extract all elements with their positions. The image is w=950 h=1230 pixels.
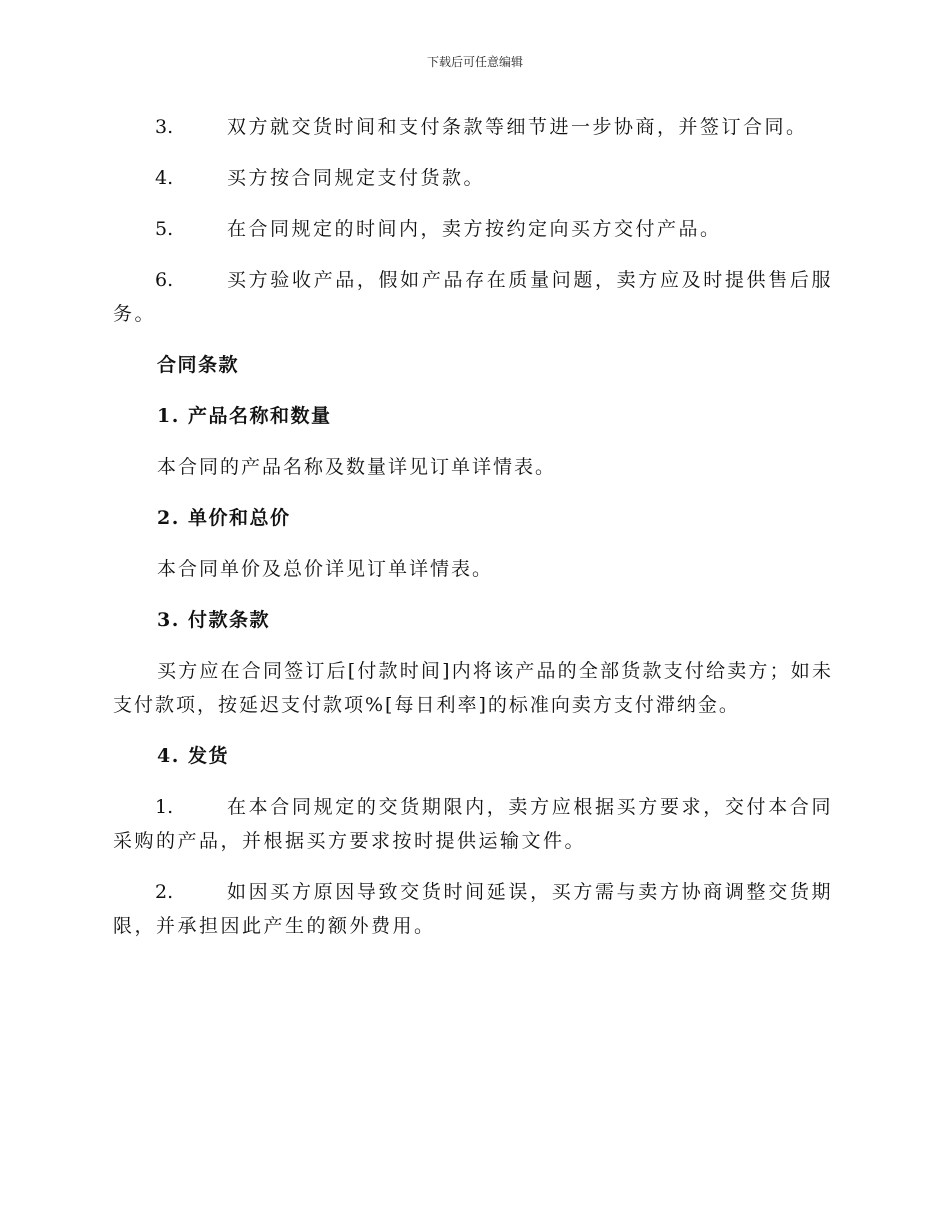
section-heading: 4. 发货 [157,745,229,767]
section-heading: 1. 产品名称和数量 [157,405,332,427]
list-item [113,875,833,943]
section-paragraph: 本合同单价及总价详见订单详情表。 [157,558,494,580]
list-item-number: 5. [155,218,174,240]
list-item-text: 买方验收产品，假如产品存在质量问题，卖方应及时提供售后服务。 [113,269,833,325]
list-item-number: 4. [155,167,174,189]
section-paragraph: 买方应在合同签订后[付款时间]内将该产品的全部货款支付给卖方；如未支付款项，按延迟支付款项%[每日利率]的标准向卖方支付滞纳金。 [113,660,833,716]
document-body [113,110,833,960]
list-item-number: 3. [155,116,174,138]
section-heading: 3. 付款条款 [157,609,270,631]
list-item [113,790,833,858]
list-item-text: 在合同规定的时间内，卖方按约定向买方交付产品。 [227,218,722,240]
list-item [113,161,833,195]
list-item [113,212,833,246]
list-item-text: 如因买方原因导致交货时间延误，买方需与卖方协商调整交货期限，并承担因此产生的额外费用。 [113,881,833,937]
section-heading: 2. 单价和总价 [157,507,291,529]
list-item-number: 1. [155,796,174,818]
list-item-number: 2. [155,881,174,903]
section-paragraph: 本合同的产品名称及数量详见订单详情表。 [157,456,557,478]
list-item-number: 6. [155,269,174,291]
list-item [113,110,833,144]
page-header: 下载后可任意编辑 [426,55,523,69]
list-item [113,263,833,331]
list-item-text: 在本合同规定的交货期限内，卖方应根据买方要求，交付本合同采购的产品，并根据买方要求按时提供运输文件。 [113,796,833,852]
list-item-text: 双方就交货时间和支付条款等细节进一步协商，并签订合同。 [227,116,808,138]
contract-terms-title: 合同条款 [157,354,240,376]
list-item-text: 买方按合同规定支付货款。 [227,167,486,189]
